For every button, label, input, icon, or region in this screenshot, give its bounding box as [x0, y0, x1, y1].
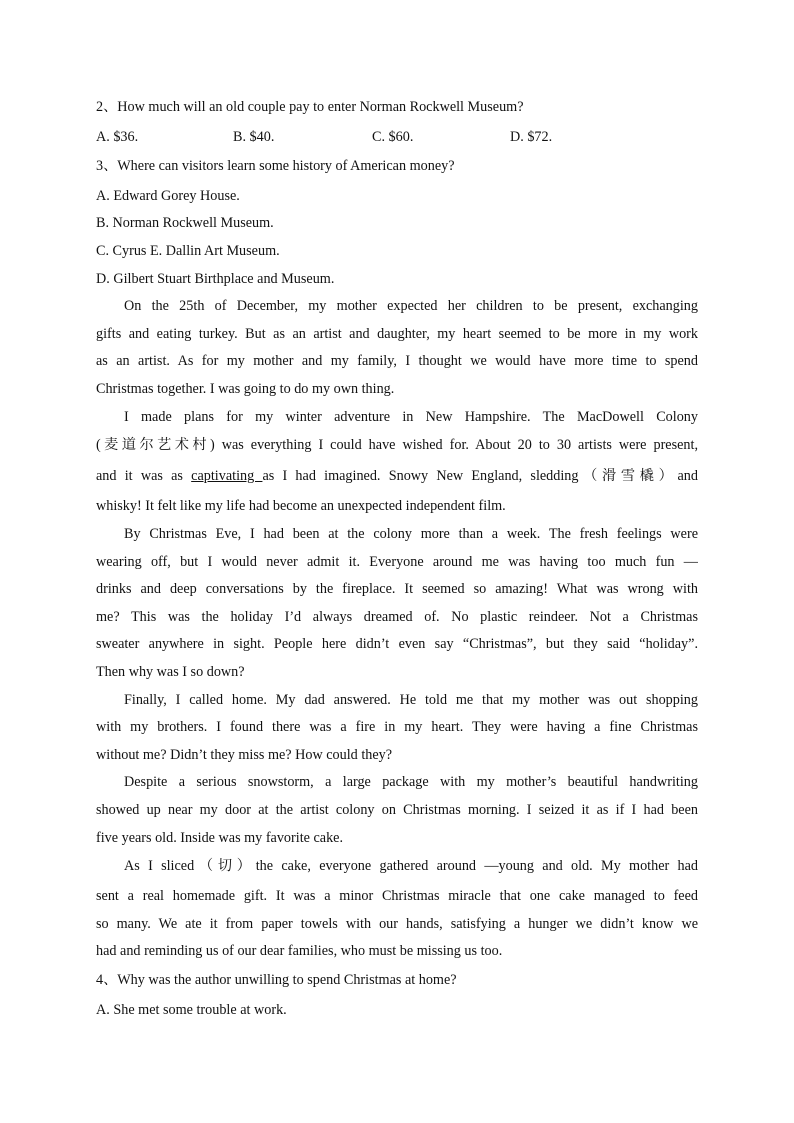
- q3-option-a: A. Edward Gorey House.: [96, 188, 240, 204]
- passage-p3-line-4: me? This was the holiday I’d always dreamed of. No plastic reindeer. Not a Christmas: [96, 609, 698, 625]
- passage-p3-line-5: sweater anywhere in sight. People here didn’t even say “Christmas”, but they said “holiday”.: [96, 636, 698, 652]
- passage-p5-line-1: Despite a serious snowstorm, a large package with my mother’s beautiful handwriting: [124, 774, 698, 790]
- q3-option-b: B. Norman Rockwell Museum.: [96, 215, 274, 231]
- passage-p6-line-4: had and reminding us of our dear families, who must be missing us too.: [96, 943, 503, 959]
- passage-p2-line-3-before: and it was as: [96, 468, 183, 484]
- passage-p2-line-2: (麦道尔艺术村) was everything I could have wished for. About 20 to 30 artists were present,: [96, 437, 698, 453]
- question-3: 3、Where can visitors learn some history of American money?: [96, 158, 455, 174]
- passage-p6-line-1: As I sliced（切）the cake, everyone gathered around —young and old. My mother had: [124, 858, 698, 874]
- passage-p2-line-3-after: as I had imagined. Snowy New England, sledding（滑雪橇）and: [262, 468, 698, 484]
- passage-p3-line-6: Then why was I so down?: [96, 664, 245, 680]
- passage-p1-line-3: as an artist. As for my mother and my family, I thought we would have more time to spend: [96, 353, 698, 369]
- q4-option-a: A. She met some trouble at work.: [96, 1002, 287, 1018]
- q2-option-c: C. $60.: [372, 129, 414, 145]
- q3-option-d: D. Gilbert Stuart Birthplace and Museum.: [96, 271, 335, 287]
- passage-p6-line-3: so many. We ate it from paper towels with our hands, satisfying a hunger we didn’t know we: [96, 916, 698, 932]
- q3-option-c: C. Cyrus E. Dallin Art Museum.: [96, 243, 280, 259]
- q2-option-d: D. $72.: [510, 129, 553, 145]
- passage-p2-line-1: I made plans for my winter adventure in New Hampshire. The MacDowell Colony: [124, 409, 698, 425]
- passage-p5-line-3: five years old. Inside was my favorite cake.: [96, 830, 344, 846]
- question-4: 4、Why was the author unwilling to spend Christmas at home?: [96, 972, 457, 988]
- passage-p5-line-2: showed up near my door at the artist colony on Christmas morning. I seized it as if I had been: [96, 802, 698, 818]
- passage-p2-line-4: whisky! It felt like my life had become an unexpected independent film.: [96, 498, 506, 514]
- q2-option-a: A. $36.: [96, 129, 139, 145]
- passage-p1-line-2: gifts and eating turkey. But as an artist and daughter, my heart seemed to be more in my work: [96, 326, 698, 342]
- passage-p1-line-4: Christmas together. I was going to do my own thing.: [96, 381, 395, 397]
- passage-p3-line-1: By Christmas Eve, I had been at the colony more than a week. The fresh feelings were: [124, 526, 698, 542]
- passage-p1-line-1: On the 25th of December, my mother expected her children to be present, exchanging: [124, 298, 698, 314]
- passage-p4-line-2: with my brothers. I found there was a fire in my heart. They were having a fine Christmas: [96, 719, 698, 735]
- passage-p6-line-2: sent a real homemade gift. It was a minor Christmas miracle that one cake managed to feed: [96, 888, 698, 904]
- passage-p4-line-3: without me? Didn’t they miss me? How could they?: [96, 747, 393, 763]
- passage-p2-line-3: [96, 467, 698, 485]
- q2-option-b: B. $40.: [233, 129, 275, 145]
- passage-p3-line-2: wearing off, but I would never admit it. Everyone around me was having too much fun —: [96, 554, 698, 570]
- question-2: 2、How much will an old couple pay to enter Norman Rockwell Museum?: [96, 99, 524, 115]
- passage-p4-line-1: Finally, I called home. My dad answered. He told me that my mother was out shopping: [124, 692, 698, 708]
- passage-p3-line-3: drinks and deep conversations by the fireplace. It seemed so amazing! What was wrong with: [96, 581, 698, 597]
- underlined-word-captivating: captivating: [191, 468, 263, 484]
